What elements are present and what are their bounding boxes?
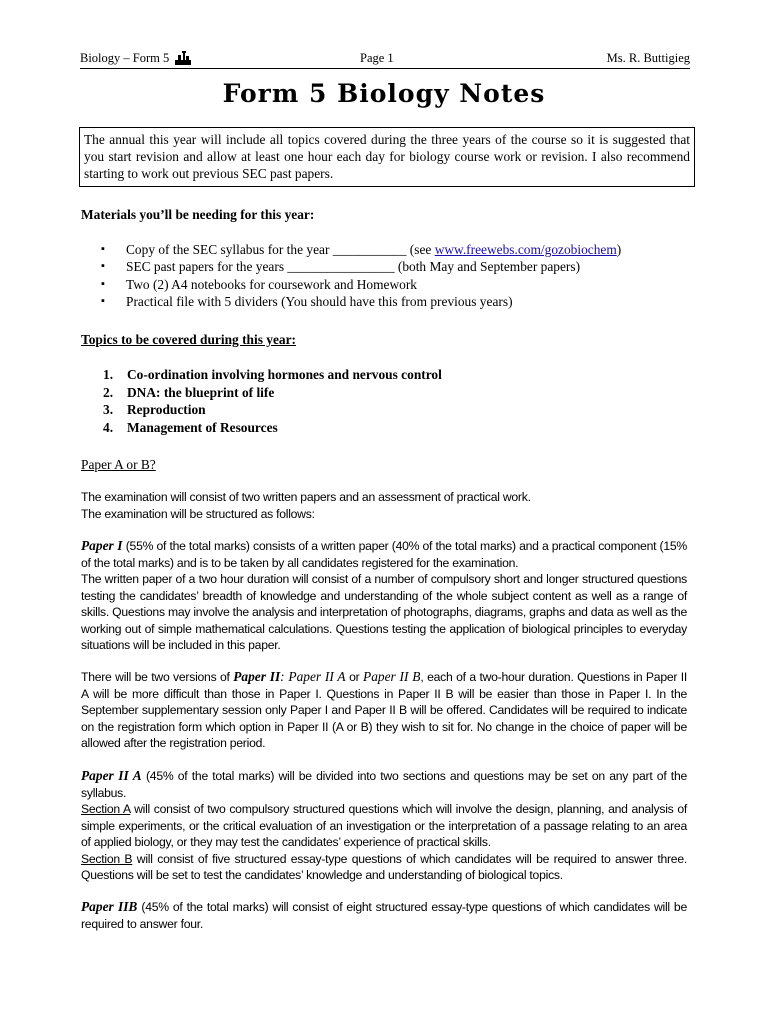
paper2-colon: : — [280, 669, 289, 684]
list-item: ▪ SEC past papers for the years ________________ (both May and September papers) — [81, 258, 687, 275]
exam-line: The examination will consist of two written papers and an assessment of practical work. — [81, 490, 531, 504]
paper2b-paragraph — [81, 899, 687, 932]
header-course: Biology – Form 5 — [80, 51, 170, 65]
materials-heading: Materials you’ll be needing for this year: — [81, 207, 315, 222]
header-page-number: Page 1 — [360, 51, 394, 65]
list-number: 1. — [103, 367, 114, 382]
topic-text: Reproduction — [127, 402, 206, 418]
header-rule — [80, 68, 690, 69]
topics-heading: Topics to be covered during this year: — [81, 332, 296, 347]
list-number: 2. — [103, 384, 114, 400]
topics-list — [81, 366, 687, 437]
list-item — [81, 419, 687, 437]
paper2a-paragraph — [81, 768, 687, 884]
section-a-label: Section A — [81, 802, 131, 816]
section-b — [81, 851, 687, 884]
section-a-text: will consist of two compulsory structured questions which will involve the design, planning, and analysis of simple experiments, or the critical evaluation of an investigation or the interpretation of a passage relating to an area of applied biology, or they may test the candidates’ experience of practical skills. — [81, 802, 687, 849]
paper2-or: or — [345, 670, 364, 684]
intro-box: The annual this year will include all topics covered during the three years of the course so it is suggested that you start revision and allow at least one hour each day for biology course work or revision. I also recommend starting to work out previous SEC past papers. — [79, 127, 695, 187]
paper2b-italic: Paper II B — [363, 669, 421, 684]
list-item: ▪ Practical file with 5 dividers (You should have this from previous years) — [81, 293, 687, 310]
exam-intro-paragraph — [81, 489, 687, 522]
list-item: ▪ Two (2) A4 notebooks for coursework and Homework — [81, 276, 687, 293]
materials-list — [81, 241, 687, 310]
topic-text: Management of Resources — [127, 420, 278, 436]
paper2-pre: There will be two versions of — [81, 670, 234, 684]
paper2-text-block — [81, 669, 687, 752]
paper2b-label: Paper IIB — [81, 899, 138, 914]
paper2b-summary — [81, 899, 687, 932]
page-title: Form 5 Biology Notes — [222, 79, 546, 108]
paper2a-italic: Paper II A — [288, 669, 346, 684]
topic-text: Co-ordination involving hormones and nervous control — [127, 367, 442, 382]
paper1-paragraph — [81, 538, 687, 654]
paper2a-text: (45% of the total marks) will be divided into two sections and questions may be set on any part of the syllabus. — [81, 769, 687, 800]
list-item-text: ) — [616, 242, 622, 257]
paper2b-text: (45% of the total marks) will consist of eight structured essay-type questions of which candidates will be required to answer four. — [81, 900, 687, 931]
list-item — [81, 401, 687, 419]
paper-heading: Paper A or B? — [81, 457, 156, 472]
exam-line: The examination will be structured as follows: — [81, 506, 315, 521]
section-b-label: Section B — [81, 851, 133, 866]
topic-text: DNA: the blueprint of life — [127, 384, 275, 400]
paper2a-summary — [81, 768, 687, 801]
list-item-text: Copy of the SEC syllabus for the year ___________ (see — [126, 242, 435, 257]
paper1-label: Paper I — [81, 538, 123, 553]
list-item — [81, 366, 687, 384]
header-left — [80, 50, 192, 66]
section-a — [81, 801, 687, 851]
list-item — [81, 241, 687, 258]
list-number: 4. — [103, 420, 114, 436]
paper1-detail: The written paper of a two hour duration will consist of a number of compulsory short and longer structured questions testing the candidates’ breadth of knowledge and understanding of the whole subject content as well as a range of skills. Questions may involve the analysis and interpretation of photographs, diagrams, graphs and data as well as the working out of simple mathematical calculations. Questions testing the application of biological principles to everyday situations will be included in this paper. — [81, 572, 687, 652]
paper2-text: , each of a two-hour duration. Questions in Paper II A will be more difficult than those in Paper I. Questions in Paper II B will be easier than those in Paper I. In the September supplementary session only Paper I and Paper II B will be offered. Candidates will be required to indicate on the registration form which option in Paper II (A or B) they wish to sit for. No change in the choice of paper will be allowed after the registration period. — [81, 670, 688, 750]
section-b-text: will consist of five structured essay-type questions of which candidates will be required to answer three. Questions will be set to test the candidates’ knowledge and understanding of biological topics. — [81, 851, 688, 882]
paper2a-label: Paper II A — [81, 768, 142, 783]
paper1-text: (55% of the total marks) consists of a written paper (40% of the total marks) and a practical component (15% of the total marks) and is to be taken by all candidates registered for the examination. — [81, 539, 687, 570]
header-author: Ms. R. Buttigieg — [606, 51, 690, 65]
page-header — [80, 50, 690, 66]
paper1-summary — [81, 538, 687, 571]
paper2-label: Paper II — [233, 669, 281, 684]
list-number: 3. — [103, 402, 114, 418]
list-item — [81, 384, 687, 402]
website-link[interactable]: www.freewebs.com/gozobiochem — [434, 242, 617, 257]
microscope-icon — [174, 51, 192, 65]
paper2-paragraph — [81, 669, 687, 752]
